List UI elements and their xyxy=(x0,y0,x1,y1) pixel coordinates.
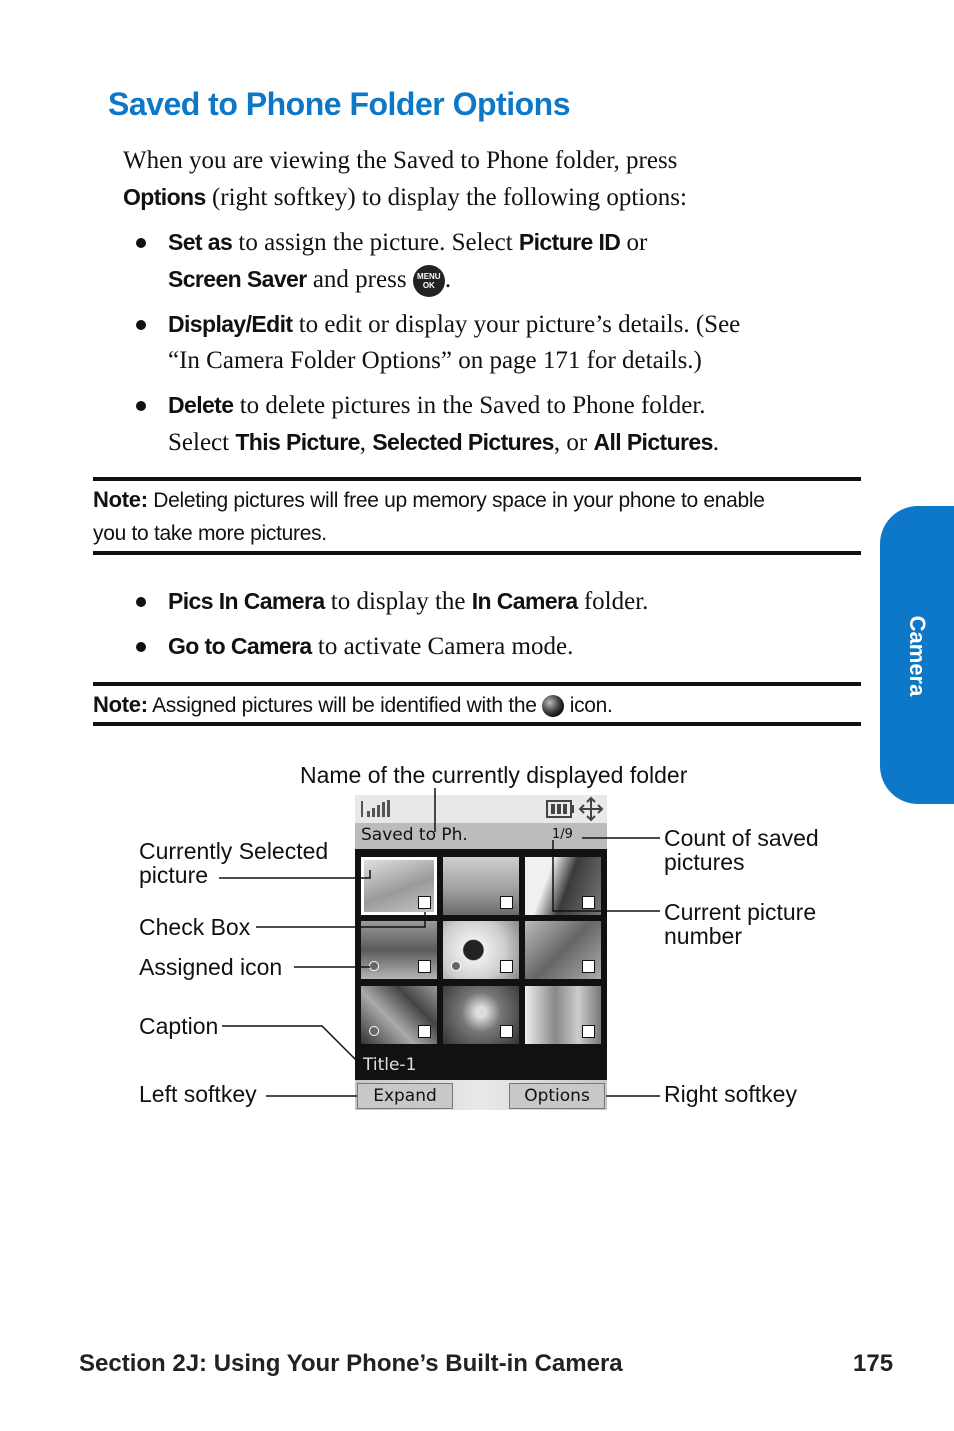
delete-end: . xyxy=(712,429,720,456)
note-label: Note: xyxy=(93,487,148,512)
note1-text-1: Deleting pictures will free up memory space in your phone to enable xyxy=(147,489,765,512)
note2-text-2: icon. xyxy=(564,694,613,717)
callout-check-box: Check Box xyxy=(139,914,251,940)
all-pictures-term: All Pictures xyxy=(593,429,713,455)
set-as-text-1: to assign the picture. Select xyxy=(232,229,519,256)
delete-term: Delete xyxy=(168,392,234,418)
display-edit-text-1: to edit or display your picture’s details. (See xyxy=(292,311,741,338)
set-as-text-2: or xyxy=(620,229,648,256)
callout-currently-selected: Currently Selected picture xyxy=(139,838,329,888)
display-edit-term: Display/Edit xyxy=(168,311,293,337)
footer-section: Section 2J: Using Your Phone’s Built-in Camera xyxy=(79,1350,623,1377)
go-to-camera-term: Go to Camera xyxy=(168,633,312,659)
callout-count-saved: Count of saved pictures xyxy=(664,825,819,875)
callout-current-number: Current picture number xyxy=(664,899,817,949)
delete-sep-2: , or xyxy=(553,429,594,456)
options-term: Options xyxy=(123,184,206,210)
page-number: 175 xyxy=(853,1350,894,1377)
display-edit-text-2: “In Camera Folder Options” on page 171 for details.) xyxy=(168,347,702,374)
pics-text-2: folder. xyxy=(577,588,649,615)
note-label: Note: xyxy=(93,692,148,717)
note2-text-1: Assigned pictures will be identified with the xyxy=(147,694,543,717)
callout-assigned-icon: Assigned icon xyxy=(139,954,283,980)
selected-pictures-term: Selected Pictures xyxy=(372,429,554,455)
menu-ok-key-icon: MENU OK xyxy=(413,265,445,297)
this-picture-term: This Picture xyxy=(235,429,360,455)
section-tab-label: Camera xyxy=(905,615,930,697)
pics-text-1: to display the xyxy=(324,588,472,615)
page-title: Saved to Phone Folder Options xyxy=(108,86,570,122)
section-tab xyxy=(880,506,954,804)
leader-caption xyxy=(222,1026,362,1066)
expand-softkey[interactable]: Expand xyxy=(357,1083,453,1109)
callout-right-softkey: Right softkey xyxy=(664,1081,797,1107)
leader-current xyxy=(553,840,660,911)
callout-left-softkey: Left softkey xyxy=(139,1081,257,1107)
callout-caption: Caption xyxy=(139,1013,219,1039)
delete-text-1: to delete pictures in the Saved to Phone folder. xyxy=(233,392,706,419)
folder-name: Saved to Ph. xyxy=(361,825,468,845)
picture-id-term: Picture ID xyxy=(518,229,621,255)
set-as-term: Set as xyxy=(168,229,233,255)
caption-text: Title-1 xyxy=(363,1055,417,1075)
leader-selected xyxy=(219,870,370,878)
pics-in-camera-term: Pics In Camera xyxy=(168,588,325,614)
set-as-text-3: and press xyxy=(306,266,413,293)
delete-sep-1: , xyxy=(359,429,373,456)
intro-text-2: (right softkey) to display the following options: xyxy=(205,184,687,211)
picture-counter: 1/9 xyxy=(552,827,573,842)
callout-folder-name: Name of the currently displayed folder xyxy=(300,762,688,788)
screen-saver-term: Screen Saver xyxy=(168,266,307,292)
note1-text-2: you to take more pictures. xyxy=(93,522,327,545)
leader-checkbox xyxy=(256,912,425,927)
goto-text-1: to activate Camera mode. xyxy=(311,633,574,660)
intro-text-1: When you are viewing the Saved to Phone folder, press xyxy=(123,147,678,174)
options-softkey[interactable]: Options xyxy=(509,1083,605,1109)
delete-text-2: Select xyxy=(168,429,236,456)
in-camera-term: In Camera xyxy=(471,588,578,614)
set-as-text-4: . xyxy=(444,266,452,293)
